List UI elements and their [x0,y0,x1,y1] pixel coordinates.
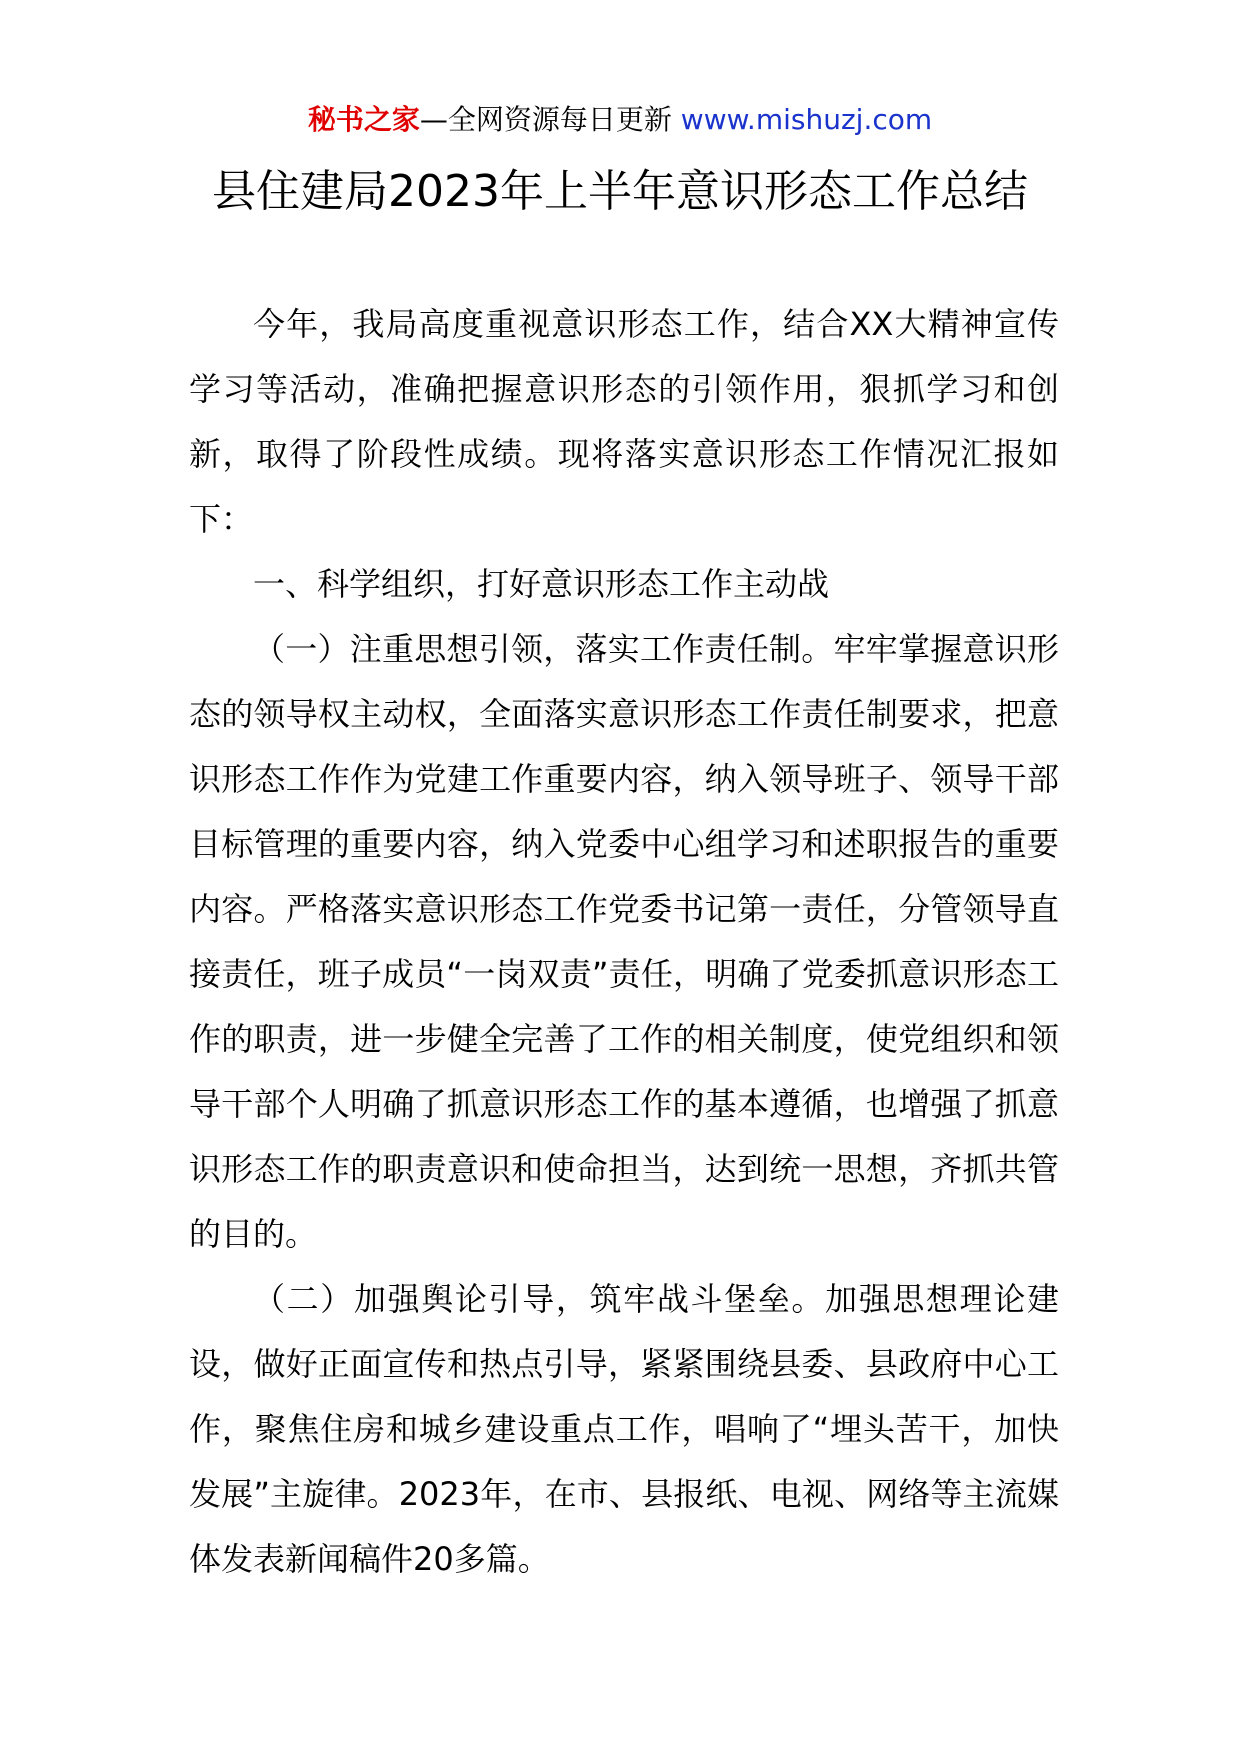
paragraph-1: （一）注重思想引领，落实工作责任制。牢牢掌握意识形态的领导权主动权，全面落实意识形态工作责任制要求，把意识形态工作作为党建工作重要内容，纳入领导班子、领导干部目标管理的重要内容，纳入党委中心组学习和述职报告的重要内容。严格落实意识形态工作党委书记第一责任，分管领导直接责任，班子成员“一岗双责”责任，明确了党委抓意识形态工作的职责，进一步健全完善了工作的相关制度，使党组织和领导干部个人明确了抓意识形态工作的基本遵循，也增强了抓意识形态工作的职责意识和使命担当，达到统一思想，齐抓共管的目的。 [189,630,1059,1253]
header-slogan: —全网资源每日更新 [419,103,672,136]
document-title: 县住建局2023年上半年意识形态工作总结 [212,166,1028,217]
site-url-link[interactable]: www.mishuzj.com [680,103,933,136]
document-body [189,292,1059,1592]
intro-paragraph: 今年，我局高度重视意识形态工作，结合XX大精神宣传学习等活动，准确把握意识形态的引领作用，狠抓学习和创新，取得了阶段性成绩。现将落实意识形态工作情况汇报如下： [189,305,1059,538]
site-header [0,100,1240,140]
paragraph-2: （二）加强舆论引导，筑牢战斗堡垒。加强思想理论建设，做好正面宣传和热点引导，紧紧围绕县委、县政府中心工作，聚焦住房和城乡建设重点工作，唱响了“埋头苦干，加快发展”主旋律。2023年，在市、县报纸、电视、网络等主流媒体发表新闻稿件20多篇。 [189,1280,1059,1578]
brand-name: 秘书之家 [307,103,420,136]
section-heading-1: 一、科学组织，打好意识形态工作主动战 [253,565,830,603]
